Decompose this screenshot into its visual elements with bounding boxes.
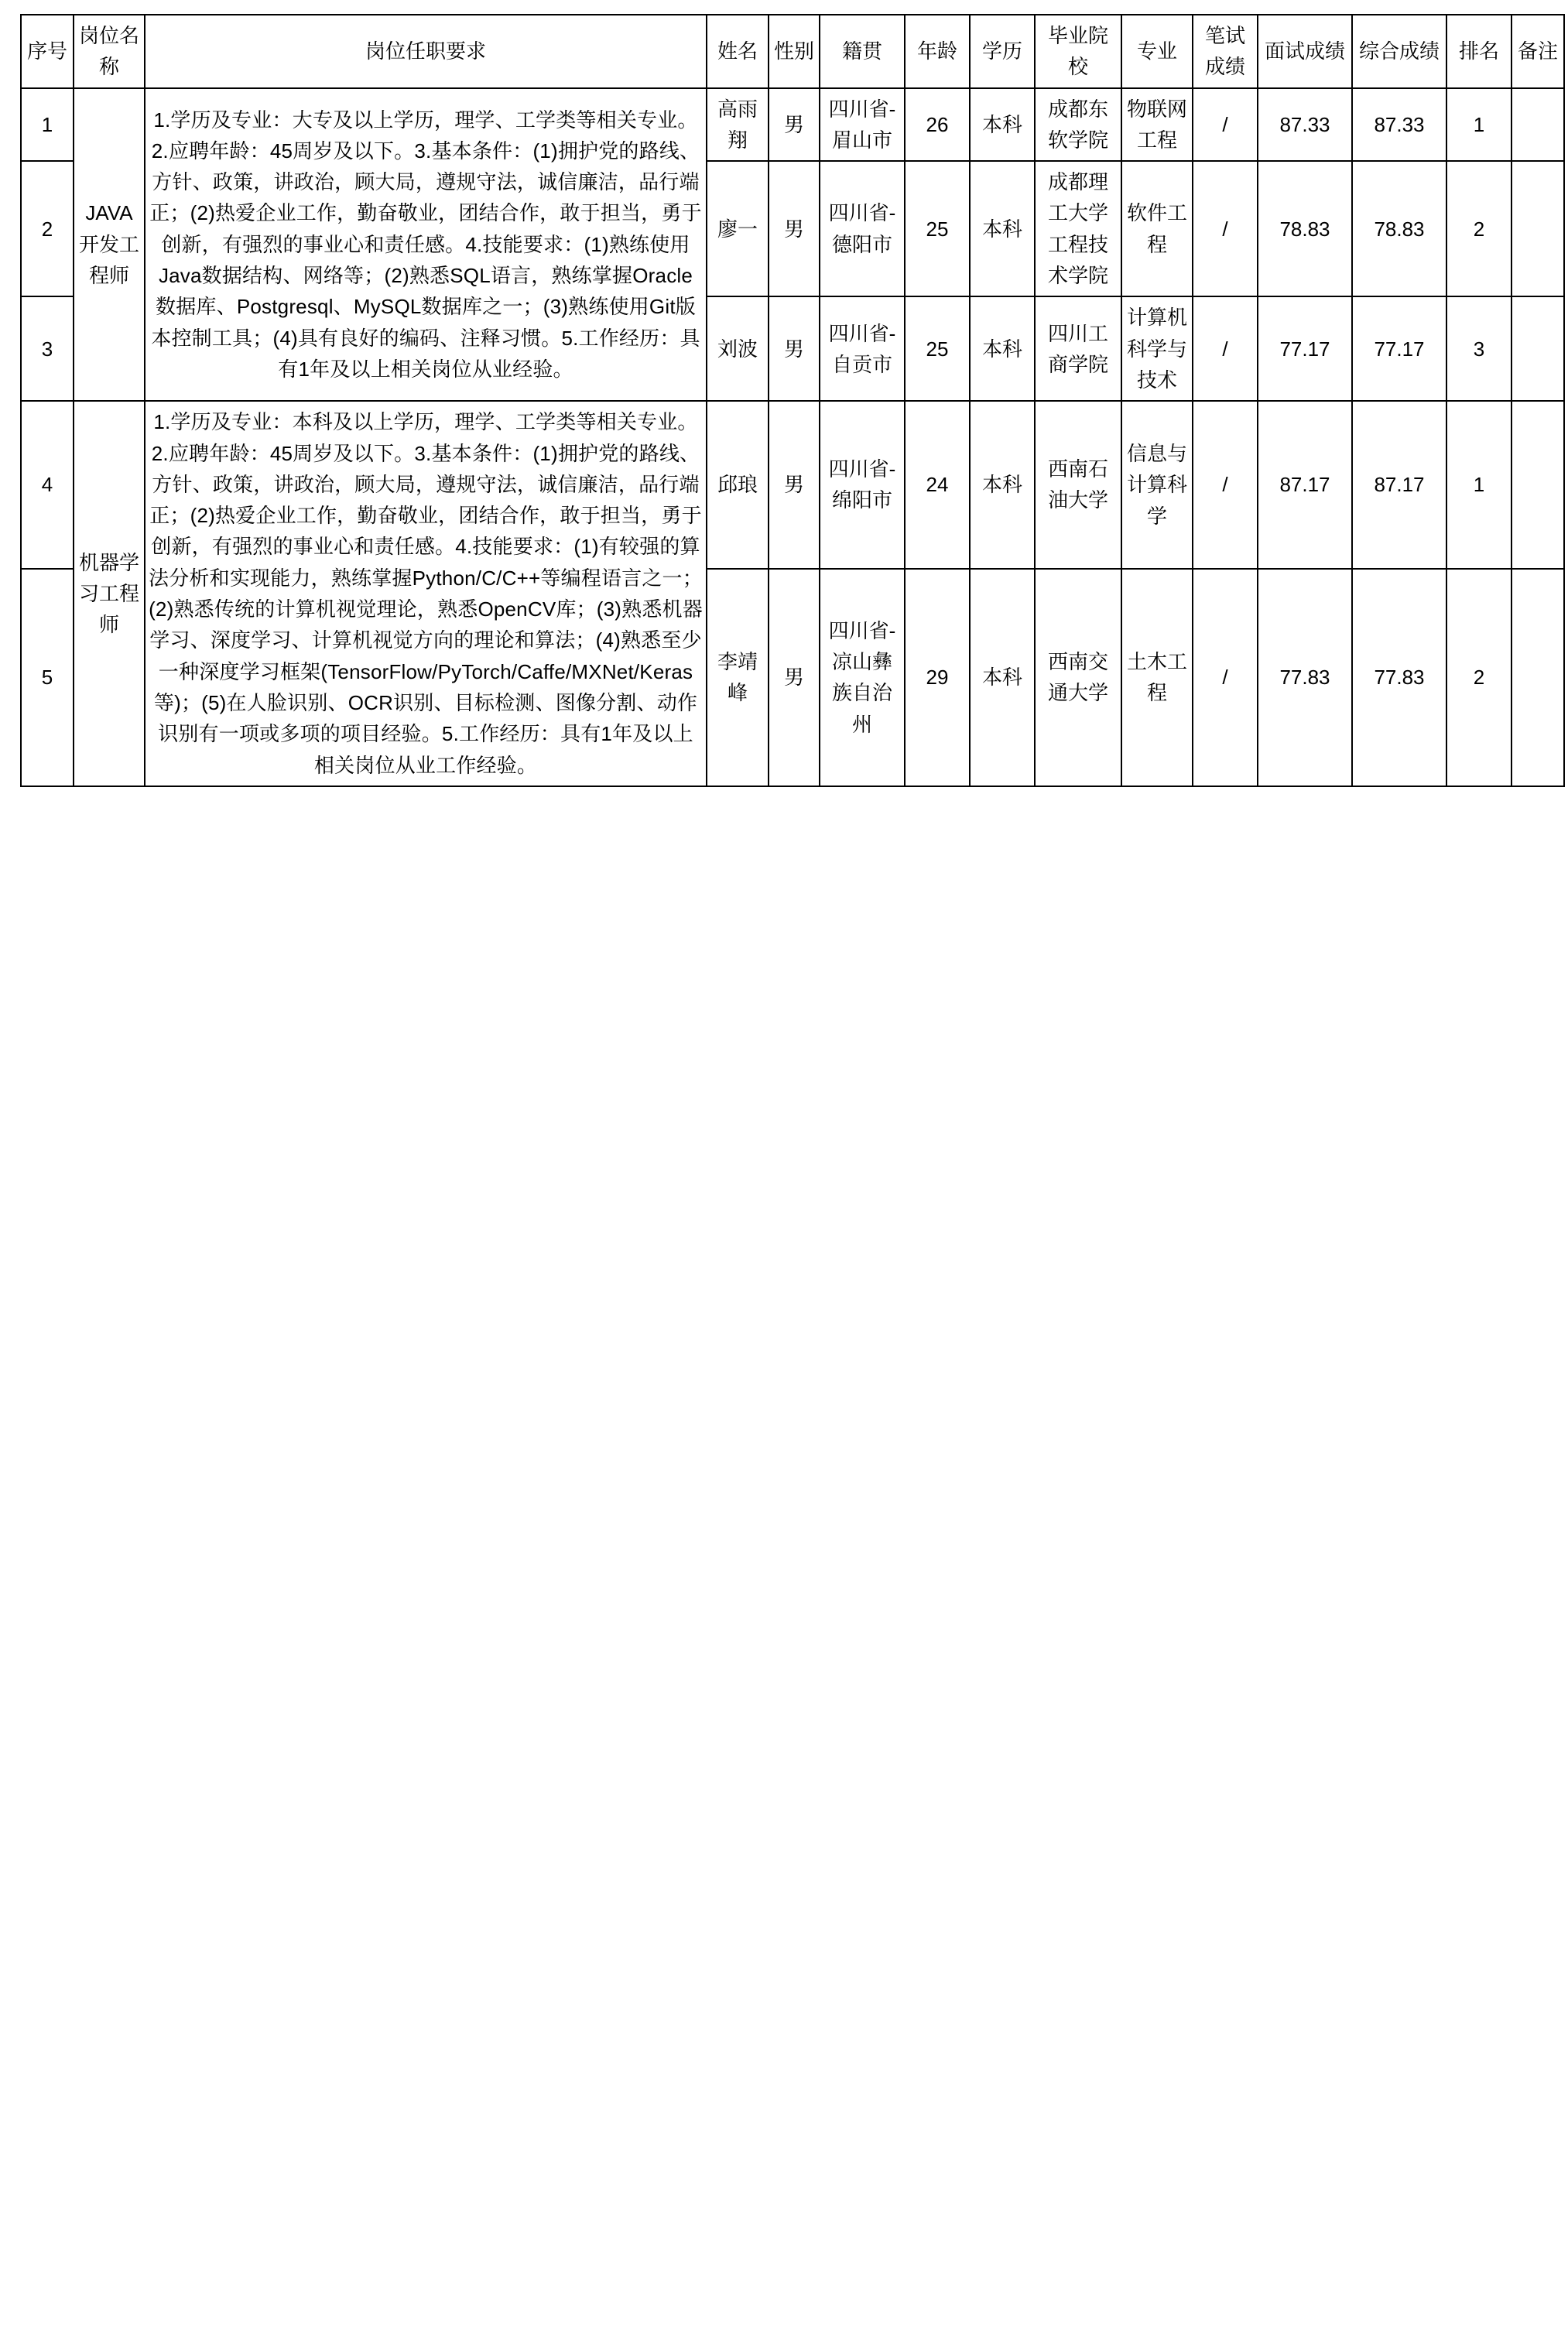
cell-school: 四川工商学院 (1035, 296, 1121, 401)
cell-total-score: 87.33 (1352, 88, 1446, 162)
cell-name: 邱琅 (707, 401, 769, 568)
cell-rank: 1 (1446, 88, 1512, 162)
cell-name: 刘波 (707, 296, 769, 401)
cell-education: 本科 (970, 161, 1035, 296)
header-remark: 备注 (1512, 15, 1564, 88)
cell-school: 成都理工大学工程技术学院 (1035, 161, 1121, 296)
cell-post-name: 机器学习工程师 (74, 401, 145, 786)
header-interview-score: 面试成绩 (1258, 15, 1352, 88)
cell-hometown: 四川省-凉山彝族自治州 (820, 569, 905, 786)
cell-education: 本科 (970, 296, 1035, 401)
cell-interview-score: 87.33 (1258, 88, 1352, 162)
cell-major: 物联网工程 (1121, 88, 1193, 162)
cell-requirements: 1.学历及专业：大专及以上学历，理学、工学类等相关专业。2.应聘年龄：45周岁及以下。3.基本条件：(1)拥护党的路线、方针、政策，讲政治，顾大局，遵规守法，诚信廉洁，品行端正；(2)热爱企业工作，勤奋敬业，团结合作，敢于担当，勇于创新，有强烈的事业心和责任感。4.技能要求：(1)熟练使用Java数据结构、网络等；(2)熟悉SQL语言，熟练掌握Oracle数据库、Postgresql、MySQL数据库之一；(3)熟练使用Git版本控制工具；(4)具有良好的编码、注释习惯。5.工作经历：具有1年及以上相关岗位从业经验。 (145, 88, 707, 402)
cell-hometown: 四川省-绵阳市 (820, 401, 905, 568)
cell-hometown: 四川省-自贡市 (820, 296, 905, 401)
cell-gender: 男 (769, 296, 820, 401)
cell-remark (1512, 569, 1564, 786)
cell-post-name: JAVA开发工程师 (74, 88, 145, 402)
cell-major: 计算机科学与技术 (1121, 296, 1193, 401)
header-name: 姓名 (707, 15, 769, 88)
cell-written-score: / (1193, 296, 1258, 401)
cell-age: 29 (905, 569, 970, 786)
cell-remark (1512, 88, 1564, 162)
cell-rank: 2 (1446, 569, 1512, 786)
cell-hometown: 四川省-眉山市 (820, 88, 905, 162)
cell-education: 本科 (970, 569, 1035, 786)
cell-education: 本科 (970, 401, 1035, 568)
cell-gender: 男 (769, 88, 820, 162)
table-body (21, 88, 1564, 786)
cell-remark (1512, 161, 1564, 296)
header-age: 年龄 (905, 15, 970, 88)
cell-gender: 男 (769, 569, 820, 786)
header-major: 专业 (1121, 15, 1193, 88)
cell-seq: 4 (21, 401, 74, 568)
cell-school: 西南交通大学 (1035, 569, 1121, 786)
cell-gender: 男 (769, 161, 820, 296)
cell-seq: 1 (21, 88, 74, 162)
cell-seq: 5 (21, 569, 74, 786)
cell-seq: 2 (21, 161, 74, 296)
header-requirements: 岗位任职要求 (145, 15, 707, 88)
header-row (21, 15, 1564, 88)
cell-seq: 3 (21, 296, 74, 401)
header-total-score: 综合成绩 (1352, 15, 1446, 88)
header-gender: 性别 (769, 15, 820, 88)
cell-total-score: 77.83 (1352, 569, 1446, 786)
table-header (21, 15, 1564, 88)
candidate-results-table (20, 14, 1565, 787)
header-written-score: 笔试成绩 (1193, 15, 1258, 88)
cell-hometown: 四川省-德阳市 (820, 161, 905, 296)
cell-written-score: / (1193, 569, 1258, 786)
cell-major: 土木工程 (1121, 569, 1193, 786)
cell-name: 高雨翔 (707, 88, 769, 162)
cell-age: 25 (905, 161, 970, 296)
cell-rank: 2 (1446, 161, 1512, 296)
table-row (21, 401, 1564, 568)
cell-rank: 3 (1446, 296, 1512, 401)
cell-written-score: / (1193, 161, 1258, 296)
header-seq: 序号 (21, 15, 74, 88)
cell-interview-score: 87.17 (1258, 401, 1352, 568)
cell-school: 西南石油大学 (1035, 401, 1121, 568)
cell-remark (1512, 296, 1564, 401)
header-post-name: 岗位名称 (74, 15, 145, 88)
cell-age: 24 (905, 401, 970, 568)
cell-major: 信息与计算科学 (1121, 401, 1193, 568)
cell-total-score: 78.83 (1352, 161, 1446, 296)
cell-school: 成都东软学院 (1035, 88, 1121, 162)
cell-age: 26 (905, 88, 970, 162)
cell-interview-score: 78.83 (1258, 161, 1352, 296)
cell-rank: 1 (1446, 401, 1512, 568)
cell-name: 廖一 (707, 161, 769, 296)
cell-education: 本科 (970, 88, 1035, 162)
header-hometown: 籍贯 (820, 15, 905, 88)
cell-major: 软件工程 (1121, 161, 1193, 296)
cell-written-score: / (1193, 88, 1258, 162)
cell-name: 李靖峰 (707, 569, 769, 786)
cell-interview-score: 77.83 (1258, 569, 1352, 786)
table-row (21, 88, 1564, 162)
header-rank: 排名 (1446, 15, 1512, 88)
cell-total-score: 87.17 (1352, 401, 1446, 568)
cell-age: 25 (905, 296, 970, 401)
header-education: 学历 (970, 15, 1035, 88)
cell-requirements: 1.学历及专业：本科及以上学历，理学、工学类等相关专业。2.应聘年龄：45周岁及以下。3.基本条件：(1)拥护党的路线、方针、政策，讲政治，顾大局，遵规守法，诚信廉洁，品行端正；(2)热爱企业工作，勤奋敬业，团结合作，敢于担当，勇于创新，有强烈的事业心和责任感。4.技能要求：(1)有较强的算法分析和实现能力，熟练掌握Python/C/C++等编程语言之一；(2)熟悉传统的计算机视觉理论，熟悉OpenCV库；(3)熟悉机器学习、深度学习、计算机视觉方向的理论和算法；(4)熟悉至少一种深度学习框架(TensorFlow/PyTorch/Caffe/MXNet/Keras等)；(5)在人脸识别、OCR识别、目标检测、图像分割、动作识别有一项或多项的项目经验。5.工作经历：具有1年及以上相关岗位从业工作经验。 (145, 401, 707, 786)
cell-interview-score: 77.17 (1258, 296, 1352, 401)
cell-written-score: / (1193, 401, 1258, 568)
cell-remark (1512, 401, 1564, 568)
cell-gender: 男 (769, 401, 820, 568)
cell-total-score: 77.17 (1352, 296, 1446, 401)
header-school: 毕业院校 (1035, 15, 1121, 88)
